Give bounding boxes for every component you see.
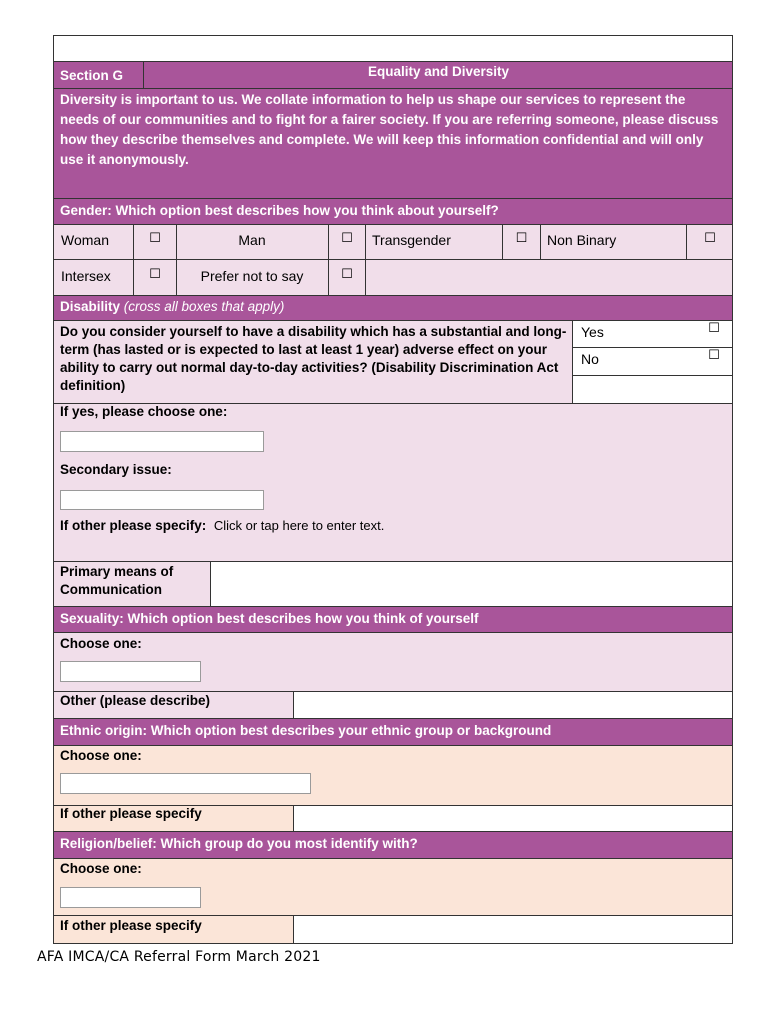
intersex-checkbox[interactable]: ☐ <box>149 266 161 281</box>
section-label: Section G <box>60 68 124 83</box>
intro-text: Diversity is important to us. We collate information to help us shape our services to represent the needs of our communities and to fight for a fairer society. If you are referring someone, please discuss how they describe themselves and complete. We will keep this information confidential and will only use it anonymously. <box>60 92 719 167</box>
religion-other-label: If other please specify <box>60 918 202 933</box>
gender-option-prefer-not: Prefer not to say <box>200 268 304 284</box>
disability-question: Do you consider yourself to have a disability which has a substantial and long-term (has lasted or is expected to last at least 1 year) adverse effect on your ability to carry out normal day-to-day activities? (Disability Discrimination Act definition) <box>60 324 567 393</box>
sexuality-other-input[interactable] <box>293 691 733 719</box>
religion-dropdown[interactable] <box>60 887 201 908</box>
nonbinary-checkbox[interactable]: ☐ <box>704 230 716 245</box>
ethnic-dropdown[interactable] <box>60 773 311 794</box>
gender-option-transgender: Transgender <box>372 232 451 248</box>
secondary-issue-label: Secondary issue: <box>60 462 172 477</box>
transgender-checkbox[interactable]: ☐ <box>515 230 528 245</box>
no-checkbox[interactable]: ☐ <box>708 347 720 362</box>
footer-text: AFA IMCA/CA Referral Form March 2021 <box>37 949 321 965</box>
ethnic-other-input[interactable] <box>293 805 733 832</box>
disability-heading: Disability (cross all boxes that apply) <box>53 295 733 321</box>
woman-checkbox[interactable]: ☐ <box>149 230 161 245</box>
gender-heading: Gender: Which option best describes how you think about yourself? <box>53 198 733 225</box>
religion-heading: Religion/belief: Which group do you most identify with? <box>53 831 733 859</box>
religion-other-input[interactable] <box>293 915 733 944</box>
communication-input[interactable] <box>210 561 733 607</box>
sexuality-dropdown[interactable] <box>60 661 201 682</box>
prefer-not-checkbox[interactable]: ☐ <box>341 266 353 281</box>
yes-checkbox[interactable]: ☐ <box>708 320 720 335</box>
religion-choose-label: Choose one: <box>60 861 142 876</box>
yes-label: Yes <box>581 324 604 340</box>
ethnic-other-label: If other please specify <box>60 806 202 821</box>
sexuality-heading: Sexuality: Which option best describes how you think of yourself <box>53 606 733 633</box>
primary-issue-dropdown[interactable] <box>60 431 264 452</box>
gender-option-woman: Woman <box>61 232 109 248</box>
communication-label: Primary means of Communication <box>60 564 174 597</box>
ethnic-choose-label: Choose one: <box>60 748 142 763</box>
secondary-issue-dropdown[interactable] <box>60 490 264 510</box>
other-specify-row: If other please specify: Click or tap here to enter text. <box>60 518 385 533</box>
sexuality-choose-label: Choose one: <box>60 636 142 651</box>
top-blank-row <box>53 35 733 62</box>
sexuality-other-label: Other (please describe) <box>60 693 211 708</box>
if-yes-label: If yes, please choose one: <box>60 404 228 419</box>
gender-option-intersex: Intersex <box>61 268 111 284</box>
section-title: Equality and Diversity <box>367 64 510 79</box>
gender-option-man: Man <box>238 232 266 248</box>
man-checkbox[interactable]: ☐ <box>341 230 353 245</box>
other-specify-input[interactable]: Click or tap here to enter text. <box>213 518 385 533</box>
disability-detail-block <box>53 403 733 562</box>
no-label: No <box>581 351 599 367</box>
gender-option-nonbinary: Non Binary <box>547 232 617 248</box>
ethnic-heading: Ethnic origin: Which option best describes your ethnic group or background <box>53 718 733 746</box>
